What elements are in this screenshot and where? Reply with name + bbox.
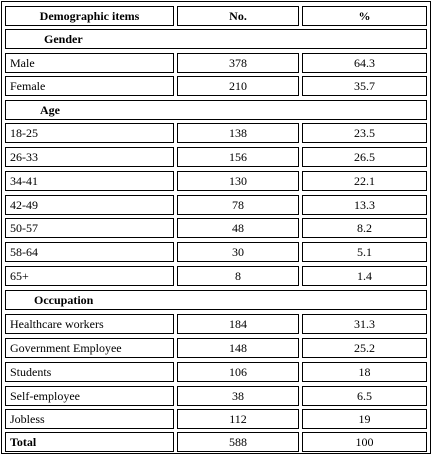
- row-count: 148: [177, 338, 299, 358]
- total-percent: 100: [302, 432, 427, 452]
- row-percent: 5.1: [302, 242, 427, 262]
- table-row: [5, 314, 427, 334]
- section-title: Gender: [5, 29, 427, 49]
- table-row: [5, 147, 427, 167]
- row-count: 138: [177, 123, 299, 143]
- row-percent: 25.2: [302, 338, 427, 358]
- row-label: 50-57: [5, 218, 174, 238]
- header-demographic-items: Demographic items: [5, 6, 174, 26]
- header-number: No.: [177, 6, 299, 26]
- row-percent: 1.4: [302, 266, 427, 286]
- demographics-table: [1, 1, 431, 454]
- total-count: 588: [177, 432, 299, 452]
- row-percent: 8.2: [302, 218, 427, 238]
- row-label: Female: [5, 76, 174, 96]
- row-label: Self-employee: [5, 386, 174, 406]
- row-count: 130: [177, 171, 299, 191]
- row-percent: 6.5: [302, 386, 427, 406]
- table-row: [5, 362, 427, 382]
- header-percent: %: [302, 6, 427, 26]
- row-percent: 19: [302, 409, 427, 429]
- row-count: 30: [177, 242, 299, 262]
- row-percent: 35.7: [302, 76, 427, 96]
- row-label: Government Employee: [5, 338, 174, 358]
- row-label: 26-33: [5, 147, 174, 167]
- table-row: [5, 338, 427, 358]
- section-header-gender: [5, 29, 427, 49]
- table-row: [5, 76, 427, 96]
- table-row: [5, 242, 427, 262]
- section-title: Occupation: [5, 290, 427, 310]
- table-row: [5, 386, 427, 406]
- row-percent: 31.3: [302, 314, 427, 334]
- row-percent: 18: [302, 362, 427, 382]
- row-label: 58-64: [5, 242, 174, 262]
- row-label: Male: [5, 53, 174, 73]
- row-count: 106: [177, 362, 299, 382]
- table-row: [5, 123, 427, 143]
- row-percent: 26.5: [302, 147, 427, 167]
- row-label: 65+: [5, 266, 174, 286]
- total-row: [5, 432, 427, 452]
- row-count: 8: [177, 266, 299, 286]
- row-label: 42-49: [5, 195, 174, 215]
- row-percent: 64.3: [302, 53, 427, 73]
- section-header-age: [5, 100, 427, 120]
- row-percent: 13.3: [302, 195, 427, 215]
- row-count: 112: [177, 409, 299, 429]
- row-count: 78: [177, 195, 299, 215]
- row-count: 38: [177, 386, 299, 406]
- row-count: 156: [177, 147, 299, 167]
- row-count: 184: [177, 314, 299, 334]
- row-label: 18-25: [5, 123, 174, 143]
- row-label: Students: [5, 362, 174, 382]
- row-percent: 23.5: [302, 123, 427, 143]
- row-label: 34-41: [5, 171, 174, 191]
- row-count: 378: [177, 53, 299, 73]
- total-label: Total: [5, 432, 174, 452]
- row-percent: 22.1: [302, 171, 427, 191]
- section-title: Age: [5, 100, 427, 120]
- table-row: [5, 171, 427, 191]
- table-row: [5, 409, 427, 429]
- table-row: [5, 218, 427, 238]
- header-row: [5, 6, 427, 26]
- row-label: Healthcare workers: [5, 314, 174, 334]
- section-header-occupation: [5, 290, 427, 310]
- table-row: [5, 266, 427, 286]
- table-row: [5, 195, 427, 215]
- row-count: 210: [177, 76, 299, 96]
- row-count: 48: [177, 218, 299, 238]
- row-label: Jobless: [5, 409, 174, 429]
- table-row: [5, 53, 427, 73]
